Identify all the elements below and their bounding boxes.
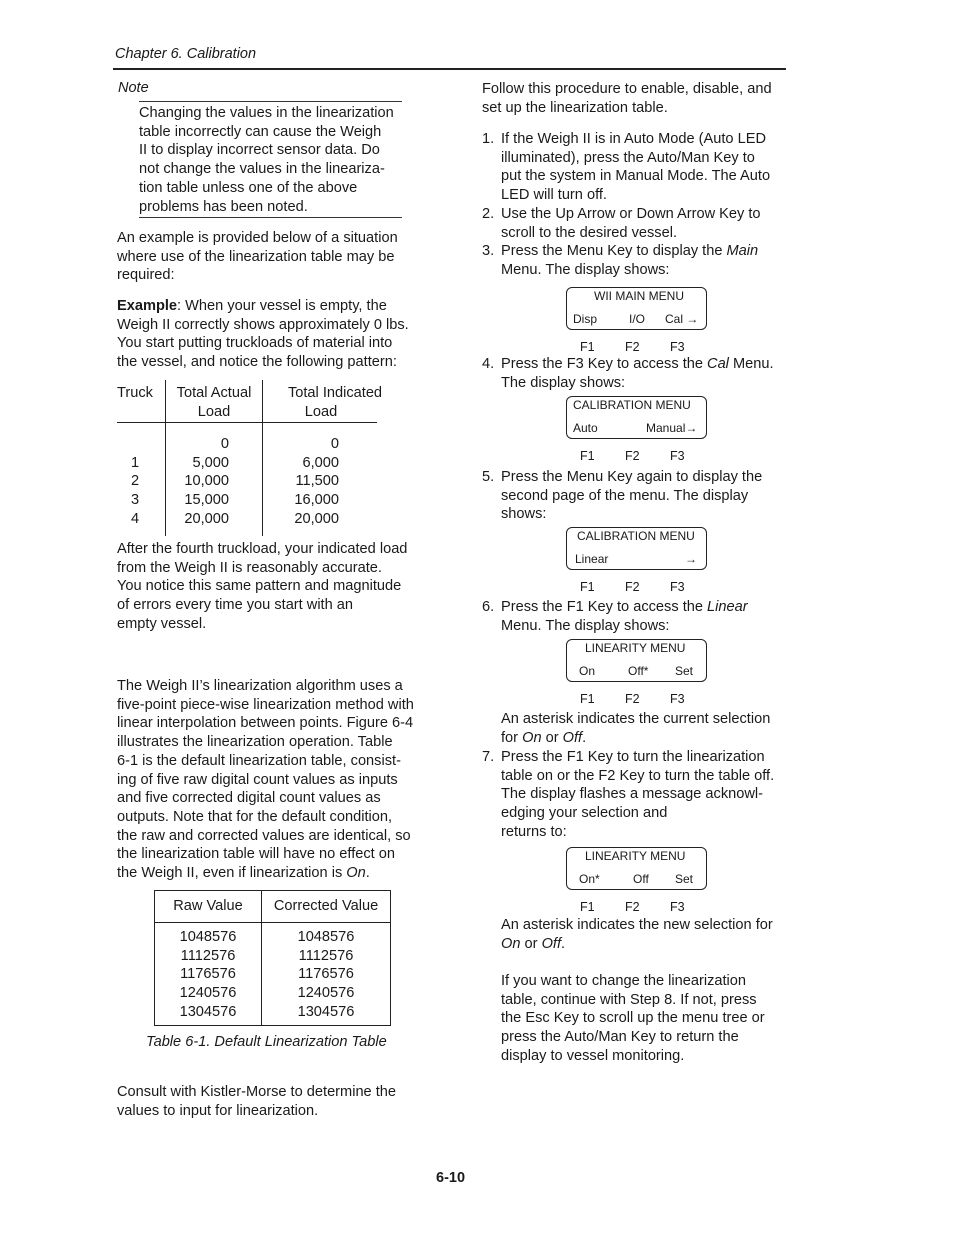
- text-line: The display flashes a message acknowl-: [501, 786, 764, 803]
- default-linearization-table: [154, 890, 391, 1026]
- text-line: put the system in Manual Mode. The Auto: [501, 168, 771, 185]
- table-divider: [165, 380, 166, 536]
- text-line: Menu. The display shows:: [501, 261, 670, 278]
- table-header: Truck: [117, 385, 153, 401]
- lcd-option: I/O: [629, 312, 646, 326]
- table-cell: 5,000: [192, 455, 229, 471]
- table-cell: 1176576: [180, 966, 236, 982]
- text-run: for: [501, 729, 523, 746]
- text-run: or: [541, 729, 563, 746]
- text-run: On: [346, 865, 366, 882]
- table-cell: 0: [330, 436, 339, 452]
- table-header: Corrected Value: [273, 898, 379, 914]
- table-cell: 6,000: [302, 455, 339, 471]
- step-number: 7.: [482, 749, 495, 765]
- text-line: of errors every time you start with an: [117, 597, 354, 614]
- text-line: You start putting truckloads of material into: [117, 335, 393, 352]
- text-run: Main: [726, 243, 759, 259]
- header-rule: [113, 68, 786, 70]
- text-line: the Esc Key to scroll up the menu tree or: [501, 1010, 765, 1027]
- text-run: Press the F3 Key to access the: [501, 356, 708, 372]
- table-cell: 16,000: [294, 492, 339, 508]
- text-line: and five corrected digital count values as: [117, 790, 381, 807]
- text-line: An asterisk indicates the new selection for: [501, 917, 773, 933]
- table-caption: Table 6-1. Default Linearization Table: [146, 1034, 387, 1050]
- lcd-title: WII MAIN MENU: [594, 289, 684, 303]
- note-box: [139, 101, 402, 218]
- text-line: edging your selection and: [501, 805, 668, 822]
- note-line: tion table unless one of the above: [139, 179, 358, 196]
- lcd-title: LINEARITY MENU: [585, 641, 686, 655]
- text-run: On: [522, 729, 542, 746]
- table-cell: 1176576: [298, 966, 354, 982]
- f2-key-label: F2: [625, 340, 640, 354]
- text-run: the Weigh II, even if linearization is: [117, 865, 347, 882]
- text-line: LED will turn off.: [501, 187, 607, 204]
- text-run: .: [365, 865, 370, 882]
- text-run: Press the F1 Key to access the: [501, 599, 708, 615]
- table-rule: [155, 922, 390, 923]
- text-line: If the Weigh II is in Auto Mode (Auto LED: [501, 131, 766, 147]
- text-line: Use the Up Arrow or Down Arrow Key to: [501, 206, 761, 222]
- f3-key-label: F3: [670, 900, 685, 914]
- f1-key-label: F1: [580, 900, 595, 914]
- text-line: Consult with Kistler-Morse to determine the: [117, 1084, 397, 1100]
- lcd-display-linearity-menu-updated: [566, 847, 707, 890]
- table-header: Load: [304, 404, 338, 420]
- text-line: table, continue with Step 8. If not, press: [501, 991, 757, 1008]
- consult-paragraph: [117, 1083, 396, 1120]
- note-line: not change the values in the lineariza-: [139, 161, 385, 178]
- f1-key-label: F1: [580, 340, 595, 354]
- lcd-display-calibration-menu: [566, 396, 707, 439]
- procedure-intro: [482, 80, 772, 117]
- lcd-option: →: [685, 552, 697, 566]
- text-line: If you want to change the linearization: [501, 973, 747, 989]
- lcd-option: On: [579, 664, 596, 678]
- text-line: table on or the F2 Key to turn the table off.: [501, 767, 775, 784]
- f3-key-label: F3: [670, 692, 685, 706]
- text-line: outputs. Note that for the default condition,: [117, 808, 393, 825]
- text-line: values to input for linearization.: [117, 1102, 319, 1119]
- text-line: linear interpolation between points. Figure 6-4: [117, 715, 414, 732]
- text-line: After the fourth truckload, your indicated load: [117, 541, 408, 557]
- f3-key-label: F3: [670, 449, 685, 463]
- note-line: II to display incorrect sensor data. Do: [139, 142, 380, 159]
- text-line: press the Auto/Man Key to return the: [501, 1029, 739, 1046]
- text-line: Weigh II correctly shows approximately 0 lbs.: [117, 316, 409, 333]
- lcd-option: Set: [675, 664, 694, 678]
- text-line: where use of the linearization table may be: [117, 248, 395, 265]
- text-line: Follow this procedure to enable, disable, and: [482, 81, 772, 97]
- closing-paragraph: [501, 972, 765, 1066]
- text-line: display to vessel monitoring.: [501, 1047, 685, 1064]
- text-run: On: [501, 935, 521, 952]
- text-run: Press the Menu Key to display the: [501, 243, 727, 259]
- text-line: You notice this same pattern and magnitude: [117, 578, 402, 595]
- table-cell: 1048576: [179, 929, 237, 945]
- text-line: Press the F1 Key to turn the linearization: [501, 749, 765, 765]
- text-line: required:: [117, 267, 175, 284]
- table-divider: [262, 380, 263, 536]
- text-line: The Weigh II’s linearization algorithm uses a: [117, 678, 403, 694]
- lcd-option: Set: [675, 872, 694, 886]
- table-cell: 10,000: [184, 473, 229, 489]
- table-cell: 1048576: [297, 929, 355, 945]
- step-number: 4.: [482, 356, 495, 372]
- lcd-option: Off*: [628, 664, 649, 678]
- table-cell: 1: [130, 455, 140, 471]
- text-run: : When your vessel is empty, the: [177, 298, 387, 314]
- text-line: from the Weigh II is reasonably accurate.: [117, 559, 382, 576]
- table-cell: 20,000: [184, 511, 229, 527]
- text-run: Linear: [707, 599, 748, 615]
- lcd-option: Manual→: [646, 421, 698, 435]
- text-line: the vessel, and notice the following pattern:: [117, 354, 397, 371]
- text-line: An example is provided below of a situation: [117, 230, 398, 246]
- text-line: Menu. The display shows:: [501, 617, 670, 634]
- table-header: Total Indicated: [287, 385, 383, 401]
- f1-key-label: F1: [580, 580, 595, 594]
- lcd-display-main-menu: [566, 287, 707, 330]
- lcd-option: Auto: [573, 421, 598, 435]
- step-number: 1.: [482, 131, 495, 147]
- table-cell: 3: [130, 492, 140, 508]
- lcd-option: Cal →: [665, 312, 699, 326]
- text-run: Menu.: [728, 356, 774, 372]
- note-line: Changing the values in the linearization: [139, 105, 394, 121]
- f2-key-label: F2: [625, 449, 640, 463]
- text-line: illuminated), press the Auto/Man Key to: [501, 149, 755, 166]
- page-number: 6-10: [436, 1170, 466, 1186]
- table-cell: 1112576: [180, 948, 236, 964]
- lcd-option: Off: [633, 872, 649, 886]
- algorithm-paragraph: [117, 677, 414, 883]
- lcd-title: CALIBRATION MENU: [573, 398, 691, 412]
- text-run: Off: [562, 729, 583, 746]
- lcd-title: LINEARITY MENU: [585, 849, 686, 863]
- text-line: scroll to the desired vessel.: [501, 224, 678, 241]
- table-cell: 1304576: [297, 1004, 355, 1020]
- note-line: table incorrectly can cause the Weigh: [139, 123, 382, 140]
- f2-key-label: F2: [625, 580, 640, 594]
- text-line: the linearization table will have no effect on: [117, 846, 396, 863]
- table-cell: 0: [220, 436, 229, 452]
- text-run: Off: [541, 935, 562, 952]
- lcd-display-linearity-menu: [566, 639, 707, 682]
- text-line: Press the Menu Key again to display the: [501, 469, 763, 485]
- text-line: returns to:: [501, 823, 567, 840]
- text-run: .: [561, 935, 566, 952]
- table-cell: 2: [130, 473, 140, 489]
- table-cell: 1240576: [297, 985, 355, 1001]
- text-line: the raw and corrected values are identical, so: [117, 827, 411, 844]
- text-line: shows:: [501, 506, 547, 523]
- table-cell: 11,500: [295, 473, 339, 489]
- truck-load-table: [117, 380, 383, 536]
- lcd-display-calibration-menu-page2: [566, 527, 707, 570]
- table-cell: 4: [130, 511, 140, 527]
- text-line: five-point piece-wise linearization method with: [117, 696, 414, 713]
- table-cell: 1240576: [179, 985, 237, 1001]
- lcd-option: Linear: [575, 552, 609, 566]
- f2-key-label: F2: [625, 692, 640, 706]
- text-line: empty vessel.: [117, 615, 207, 632]
- lcd-title: CALIBRATION MENU: [577, 529, 695, 543]
- text-run: or: [520, 935, 542, 952]
- text-line: illustrates the linearization operation. Table: [117, 734, 393, 751]
- f3-key-label: F3: [670, 580, 685, 594]
- example-label: Example: [117, 298, 178, 314]
- lcd-option: Disp: [573, 312, 598, 326]
- table-header: Total Actual: [176, 385, 252, 401]
- text-line: 6-1 is the default linearization table, consist-: [117, 752, 401, 769]
- new-selection-note: [501, 916, 773, 953]
- text-run: .: [582, 729, 587, 746]
- table-rule: [117, 422, 377, 423]
- step-number: 6.: [482, 599, 495, 615]
- table-cell: 20,000: [294, 511, 339, 527]
- table-header: Raw Value: [173, 898, 243, 914]
- after-truckload-paragraph: [117, 540, 407, 634]
- lcd-option: On*: [579, 872, 600, 886]
- f1-key-label: F1: [580, 449, 595, 463]
- text-line: second page of the menu. The display: [501, 487, 749, 504]
- text-line: An asterisk indicates the current selection: [501, 711, 771, 727]
- step-number: 2.: [482, 206, 495, 222]
- intro-paragraph: [117, 229, 398, 285]
- example-paragraph: [117, 297, 409, 372]
- note-label: Note: [118, 80, 149, 96]
- text-run: Cal: [707, 356, 729, 372]
- table-cell: 1304576: [179, 1004, 237, 1020]
- table-cell: 1112576: [298, 948, 354, 964]
- note-line: problems has been noted.: [139, 198, 308, 215]
- table-header: Load: [197, 404, 231, 420]
- text-line: set up the linearization table.: [482, 99, 668, 116]
- step-number: 3.: [482, 243, 495, 259]
- chapter-header: Chapter 6. Calibration: [115, 46, 257, 62]
- f2-key-label: F2: [625, 900, 640, 914]
- table-cell: 15,000: [184, 492, 229, 508]
- current-selection-note: [501, 710, 770, 747]
- f1-key-label: F1: [580, 692, 595, 706]
- text-line: The display shows:: [501, 374, 626, 391]
- step-number: 5.: [482, 469, 495, 485]
- f3-key-label: F3: [670, 340, 685, 354]
- text-line: ing of five raw digital count values as inputs: [117, 771, 398, 788]
